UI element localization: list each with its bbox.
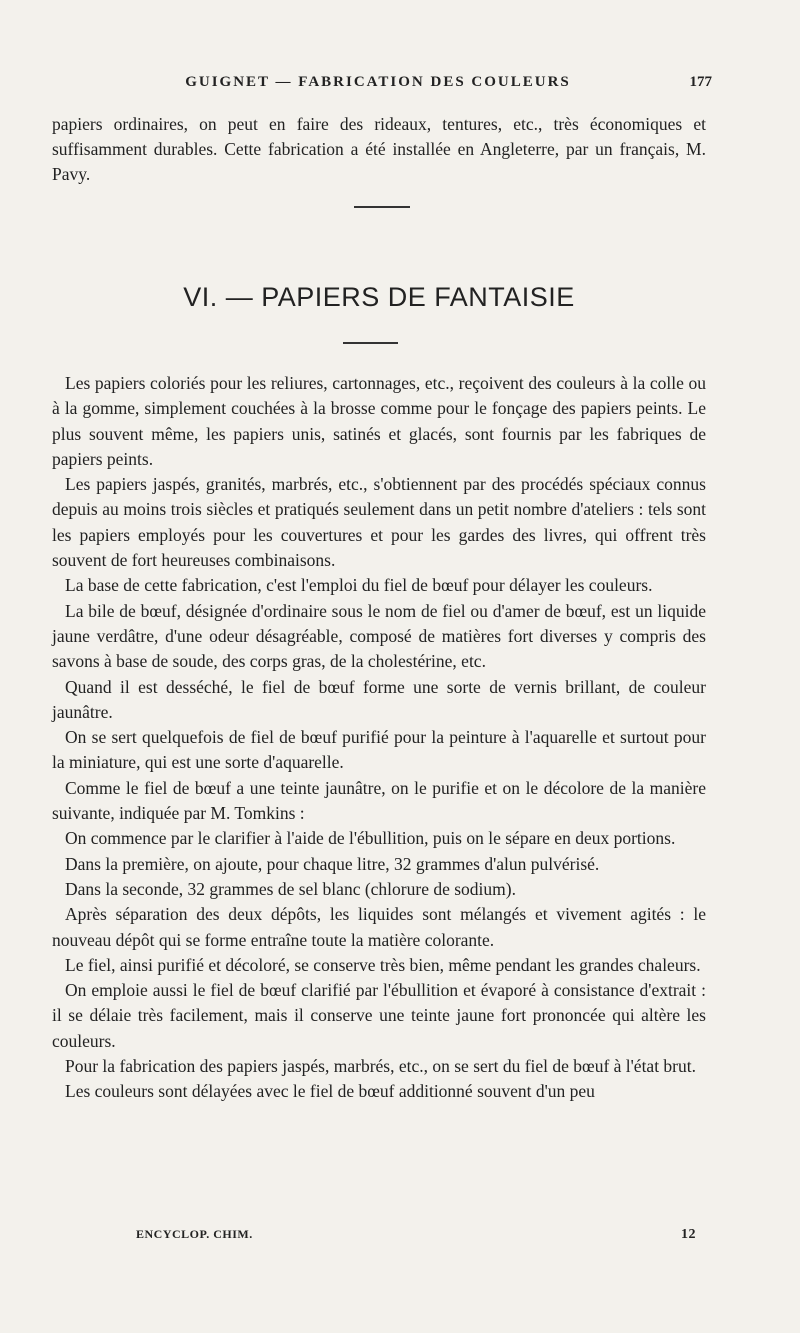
paragraph: La base de cette fabrication, c'est l'emploi du fiel de bœuf pour délayer les couleurs.	[65, 575, 653, 596]
intro-paragraph: papiers ordinaires, on peut en faire des rideaux, tentures, etc., très économiques et suffisamment durables. Cette fabrication a été installée en Angleterre, par un français, M. Pavy.	[52, 114, 706, 184]
running-header	[52, 74, 712, 96]
paragraph: On commence par le clarifier à l'aide de l'ébullition, puis on le sépare en deux portions.	[65, 828, 676, 849]
paragraph: On emploie aussi le fiel de bœuf clarifié par l'ébullition et évaporé à consistance d'extrait : il se délaie très facilement, mais il conserve une teinte jaune fort prononcée qui altère les couleurs.	[52, 980, 706, 1051]
paragraph: Les couleurs sont délayées avec le fiel de bœuf additionné souvent d'un peu	[65, 1081, 595, 1102]
divider-rule-bottom	[343, 342, 398, 344]
paragraph: Le fiel, ainsi purifié et décoloré, se conserve très bien, même pendant les grandes chaleurs.	[65, 954, 701, 975]
footer-signature: ENCYCLOP. CHIM.	[136, 1227, 253, 1241]
paragraph: Dans la seconde, 32 grammes de sel blanc (chlorure de sodium).	[65, 878, 516, 899]
paragraph: Après séparation des deux dépôts, les liquides sont mélangés et vivement agités : le nouveau dépôt qui se forme entraîne toute la matière colorante.	[52, 904, 706, 950]
paragraph: Dans la première, on ajoute, pour chaque litre, 32 grammes d'alun pulvérisé.	[65, 853, 600, 874]
paragraph: Comme le fiel de bœuf a une teinte jaunâtre, on le purifie et on le décolore de la manière suivante, indiquée par M. Tomkins :	[52, 777, 706, 824]
paragraph: Les papiers jaspés, granités, marbrés, etc., s'obtiennent par des procédés spéciaux connus depuis au moins trois siècles et pratiqués seulement dans un petit nombre d'ateliers : tels sont les papiers employés pour les couvertures et pour les gardes des livres, qui offrent très souvent de fort heureuses combinaisons.	[52, 474, 706, 571]
footer-sheet-number: 12	[681, 1227, 696, 1242]
intro-text	[52, 112, 706, 187]
running-title: GUIGNET — FABRICATION DES COULEURS	[185, 74, 571, 90]
divider-rule-top	[354, 206, 410, 208]
paragraph: Pour la fabrication des papiers jaspés, marbrés, etc., on se sert du fiel de bœuf à l'état brut.	[65, 1056, 696, 1077]
page-footer	[136, 1227, 696, 1247]
section-heading: VI. — PAPIERS DE FANTAISIE	[183, 282, 575, 312]
paragraph: La bile de bœuf, désignée d'ordinaire sous le nom de fiel ou d'amer de bœuf, est un liquide jaune verdâtre, d'une odeur désagréable, composé de matières fort diverses y compris des savons à base de soude, des corps gras, de la cholestérine, etc.	[52, 600, 706, 672]
page-number: 177	[689, 74, 712, 90]
section-body	[52, 371, 706, 1105]
paragraph: On se sert quelquefois de fiel de bœuf purifié pour la peinture à l'aquarelle et surtout pour la miniature, qui est une sorte d'aquarelle.	[52, 727, 706, 773]
paragraph: Les papiers coloriés pour les reliures, cartonnages, etc., reçoivent des couleurs à la colle ou à la gomme, simplement couchées à la brosse comme pour le fonçage des papiers peints. Le plus souvent même, les papiers unis, satinés et glacés, sont fournis par les fabriques de papiers peints.	[52, 373, 706, 469]
paragraph: Quand il est desséché, le fiel de bœuf forme une sorte de vernis brillant, de couleur jaunâtre.	[52, 676, 706, 722]
